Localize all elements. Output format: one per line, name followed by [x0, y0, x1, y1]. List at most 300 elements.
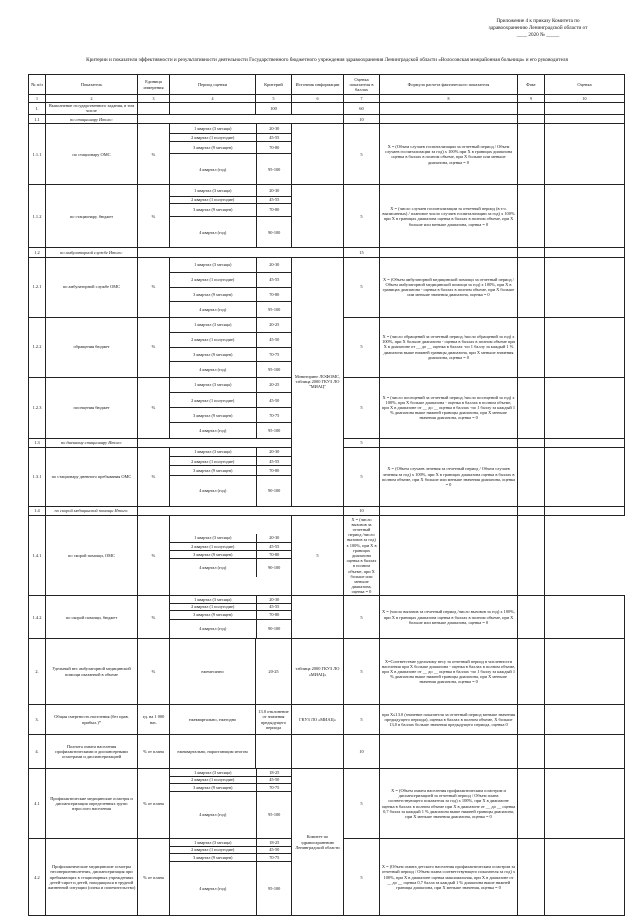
indicator-row: [29, 596, 625, 639]
col-number: 9: [518, 95, 545, 102]
quarter-period: 4 квартал (год): [170, 619, 256, 638]
row-formula: [380, 438, 518, 447]
quarter-period: 2 квартал (1 полугодие): [170, 846, 256, 853]
quarter-period: 1 квартал (3 месяца): [170, 839, 256, 846]
column-number-row: [29, 95, 625, 102]
section-row: [29, 248, 625, 257]
quarter-period: 4 квартал (год): [170, 153, 256, 184]
row-period: ежемесячно: [170, 639, 256, 705]
quarter-period: 1 квартал (3 месяца): [170, 448, 256, 457]
row-fact: [518, 596, 545, 639]
row-number: 1.1.2: [29, 185, 46, 248]
section-row: [29, 506, 625, 515]
row-indicator: по амбулаторной службе ОМС: [46, 257, 138, 317]
quarter-period: 2 квартал (1 полугодие): [170, 272, 256, 287]
col-header: Единица измерения: [138, 75, 170, 95]
quarter-period: 4 квартал (год): [170, 216, 256, 247]
row-formula: X = (число обращений за отчетный период /число обращений за год) х 100%, при X больше диапазона - оценка в баллах в полном объеме при X в диапазоне от __ до __ оценка в баллах -по 1 баллу за каждый 1 % диапазона выше нижней границы диапазона, при X меньше значения диапазона, оценка = 0: [380, 317, 518, 377]
row-formula: X = (число вызовов за отчетный период /число вызовов за год) х 100%, при X в границах диапазона оценка в баллах в полном объеме, при X больше или меньше диапазона, оценка = 0: [380, 596, 518, 639]
quarter-period: 1 квартал (3 месяца): [170, 769, 256, 776]
quarter-period: 2 квартал (1 полугодие): [170, 457, 256, 466]
row-formula: X = (число вызовов за отчетный период /число вызовов за год) х 100%, при X в границах диапазона оценка в баллах в полном объеме, при X больше или меньше диапазона, оценка = 0: [344, 515, 380, 595]
row-indicator: по стационару дневного пребывания ОМС: [46, 447, 138, 506]
quarter-row: [170, 302, 292, 317]
quarter-row: [170, 853, 292, 861]
row-indicator: по стационару ОМС: [46, 124, 138, 185]
row-criterion: 100: [256, 102, 292, 115]
row-evaluation: [545, 257, 625, 317]
col-header: Период оценки: [170, 75, 256, 95]
quarter-row: [170, 141, 292, 153]
row-number: 1.3: [29, 438, 46, 447]
row-number: 1.4: [29, 506, 46, 515]
row-unit: % от плана: [138, 839, 170, 916]
row-number: 1.1: [29, 115, 46, 124]
row-evaluation: [545, 839, 625, 916]
criteria-table: [28, 74, 625, 916]
quarter-periods: [170, 124, 292, 185]
row-fact: [518, 506, 545, 515]
quarter-row: [170, 423, 292, 438]
quarter-period: 3 квартал (9 месяцев): [170, 610, 256, 619]
section-name: по амбулаторной службе Итого:: [46, 248, 138, 257]
quarter-row: [170, 534, 292, 542]
quarter-period: 1 квартал (3 месяца): [170, 378, 256, 393]
col-number: 1: [29, 95, 46, 102]
section-name: по скорой медицинской помощи Итого:: [46, 506, 138, 515]
row-indicator: Выполнение государственного задания, в том числе: [46, 102, 138, 115]
row-formula: X = (число посещений за отчетный период /число посещений за год) х 100%, при X больше диапазона - оценка в баллах в полном объеме, при X в диапазоне от __ до __ оценка в баллах -по 1 баллу за каждый 1 % диапазона выше нижней границы диапазона, при X меньше значения диапазона, оценка = 0: [380, 377, 518, 438]
row-formula: X=Соответствие удельному весу за отчетный период в численности населения при X больше диапазона - оценка в баллах в полном объеме, при X в диапазоне от __ до __ оценка в баллах -по 1 баллу за каждый 1 % диапазона выше нижней границы диапазона, при X меньше значения диапазона, оценка = 0: [380, 639, 518, 705]
quarter-table: [170, 839, 292, 915]
row-indicator: обращения бюджет: [46, 317, 138, 377]
row-formula: [380, 248, 518, 257]
quarter-criterion: 45-50: [256, 393, 292, 408]
quarter-row: [170, 466, 292, 476]
row-fact: [518, 839, 545, 916]
row-fact: [518, 102, 545, 115]
row-number: 1.4.2: [29, 596, 46, 639]
quarter-row: [170, 378, 292, 393]
row-number: 1.2.1: [29, 257, 46, 317]
row-number: 1.: [29, 102, 46, 115]
quarter-row: [170, 457, 292, 466]
quarter-criterion: 20-30: [256, 185, 292, 196]
row-formula: X = (Объем охвата населения профилактическим осмотром и диспансеризацией за отчетный период / Объем плана соответствующего показателя за год) х 100%, при X в диапазоне оценка в баллах в полном объеме при X в диапазоне от __ до __ оценка 0,7 балла за каждый 1 % диапазона выше нижней границы диапазона, при X меньше значения диапазона, оценка = 0: [380, 769, 518, 839]
section-name: по дневному стационару Итого:: [46, 438, 138, 447]
col-header: Показатель: [46, 75, 138, 95]
quarter-criterion: 70-75: [256, 408, 292, 423]
row-period: ежеквартально, нарастающим итогом: [170, 735, 256, 769]
quarter-row: [170, 861, 292, 915]
row-score: 10: [344, 506, 380, 515]
row-unit: % от плана: [138, 769, 170, 839]
quarter-period: 3 квартал (9 месяцев): [170, 287, 256, 302]
quarter-period: 1 квартал (3 месяца): [170, 258, 256, 273]
row-source: [292, 735, 344, 769]
quarter-row: [170, 153, 292, 184]
quarter-table: [170, 185, 292, 247]
row-indicator: по стационару, бюджет: [46, 185, 138, 248]
row-indicator: Полнота охвата населения профилактическими и диспансерными осмотрами и диспансеризацией: [46, 735, 138, 769]
quarter-period: 2 квартал (1 полугодие): [170, 393, 256, 408]
quarter-row: [170, 133, 292, 141]
section-empty: [138, 115, 344, 124]
col-number: 8: [380, 95, 518, 102]
quarter-criterion: 20-25: [256, 378, 292, 393]
section-name: по стационару Итого:: [46, 115, 138, 124]
quarter-criterion: 45-50: [256, 846, 292, 853]
row-unit: %: [138, 515, 170, 595]
quarter-criterion: 45-55: [256, 457, 292, 466]
quarter-row: [170, 448, 292, 457]
quarter-row: [170, 318, 292, 333]
quarter-table: [170, 769, 292, 838]
row-fact: [518, 124, 545, 185]
quarter-period: 3 квартал (9 месяцев): [170, 853, 256, 861]
quarter-criterion: 95-100: [268, 306, 281, 312]
row-score: 5: [344, 447, 380, 506]
row-formula: X = (Объем амбулаторной медицинской помощи за отчетный период / Объем амбулаторной медицинской помощи за год) х 100%, при X в границах диапазона - оценка в баллах в полном объеме, при X больше или меньше значения диапазона, оценка = 0: [380, 257, 518, 317]
row-evaluation: [545, 705, 625, 735]
row-score: 15: [344, 248, 380, 257]
quarter-periods: [170, 839, 292, 916]
quarter-period: 2 квартал (1 полугодие): [170, 776, 256, 783]
quarter-row: [170, 783, 292, 791]
row-score: 5: [344, 185, 380, 248]
row-formula: при X≤13.0 (значение показателя за отчетный период меньше значения предыдущего периода), оценка в баллах в полном объеме, X больше 13,0 в баллах больше значения предыдущего периода, оценка 0: [380, 705, 518, 735]
row-formula: X = (Объем случаев лечения за отчетный период / Объем случаев лечения за год) х 100%, при X в границах диапазона оценка в баллах в полном объеме, при X больше или меньше значения диапазона, оценка = 0: [380, 447, 518, 506]
row-score: 5: [292, 515, 344, 595]
row-number: 1.2.2: [29, 317, 46, 377]
indicator-row: [29, 705, 625, 735]
quarter-periods: [170, 257, 292, 317]
quarter-criterion: 70-75: [256, 853, 292, 861]
row-unit: ед. на 1 000 нас.: [138, 705, 170, 735]
quarter-period: 3 квартал (9 месяцев): [170, 347, 256, 362]
row-fact: [518, 438, 545, 447]
quarter-criterion: 70-80: [256, 287, 292, 302]
row-score: 5: [344, 639, 380, 705]
col-number: 2: [46, 95, 138, 102]
row-unit: %: [138, 447, 170, 506]
quarter-row: [170, 603, 292, 610]
quarter-row: [170, 185, 292, 196]
row-indicator: по скорой помощи, бюджет: [46, 596, 138, 639]
row-formula: X = (Объем охвата детского населения профилактическим осмотром за отчетный период / Объем плана соответствующего показателя за год) х 100%, при X в диапазоне оценка максимальная, при X в диапазоне от __ до __ оценка 0,7 балла за каждый 1 % диапазона выше нижней границы диапазона, при X меньше значения, оценка = 0: [380, 839, 518, 916]
section-row: [29, 115, 625, 124]
col-header: № п/п: [29, 75, 46, 95]
quarter-period: 3 квартал (9 месяцев): [170, 783, 256, 791]
indicator-row: [29, 257, 625, 317]
row-fact: [518, 185, 545, 248]
quarter-criterion: 95-100: [268, 427, 281, 433]
quarter-period: 3 квартал (9 месяцев): [170, 141, 256, 153]
indicator-row: [29, 639, 625, 705]
row-score: 5: [344, 596, 380, 639]
row-evaluation: [545, 769, 625, 839]
quarter-criterion: 20-30: [256, 534, 292, 542]
section-empty: [138, 248, 344, 257]
row-source: таблица 2000 ГКУЗ ЛО «МИАЦ»: [292, 639, 344, 705]
header-row: [29, 75, 625, 95]
row-evaluation: [545, 124, 625, 185]
document-title: Критерии и показатели эффективности и результативности деятельности Государственного бюджетного учреждения здравоохранения Ленинградской области «Волосовская межрайонная больница» и его руководителя: [86, 57, 568, 63]
quarter-table: [170, 378, 292, 438]
row-source: ГКУЗ ЛО «МИАЦ»: [292, 705, 344, 735]
quarter-criterion: 90-100: [268, 565, 281, 571]
quarter-criterion: 45-55: [256, 542, 292, 550]
quarter-row: [170, 258, 292, 273]
quarter-period: 4 квартал (год): [170, 362, 256, 377]
quarter-period: 2 квартал (1 полугодие): [170, 603, 256, 610]
row-formula: [380, 506, 518, 515]
quarter-criterion: 45-50: [256, 776, 292, 783]
quarter-criterion: 18-25: [256, 839, 292, 846]
quarter-period: 4 квартал (год): [170, 791, 256, 838]
row-number: 1.1.1: [29, 124, 46, 185]
row-evaluation: [545, 639, 625, 705]
quarter-periods: [170, 769, 292, 839]
quarter-criterion: 95-100: [268, 166, 281, 172]
row-period: [170, 102, 256, 115]
quarter-row: [170, 393, 292, 408]
quarter-criterion: 70-75: [256, 347, 292, 362]
quarter-table: [170, 448, 292, 506]
quarter-criterion: 20-30: [256, 258, 292, 273]
row-unit: %: [138, 317, 170, 377]
row-indicator: Профилактические медицинские осмотры несовершеннолетних, диспансеризация при пребывающих в стационарных учреждениях детей-сирот и детей, находящихся в трудной жизненной ситуации (опека и попечительство): [46, 839, 138, 916]
quarter-periods: [170, 447, 292, 506]
col-header: Критерий: [256, 75, 292, 95]
row-score: 5: [344, 124, 380, 185]
col-header: Формула расчета фактического показателя: [380, 75, 518, 95]
row-fact: [518, 115, 545, 124]
indicator-row: [29, 735, 625, 769]
quarter-row: [170, 610, 292, 619]
row-score: 5: [344, 377, 380, 438]
row-formula: X = (Объем случаев госпитализации за отчетный период / Объем случаев госпитализации за год) х 100% при X в границах диапазона оценка в баллах в полном объеме, при X больше или меньше диапазона, оценка = 0: [380, 124, 518, 185]
quarter-row: [170, 550, 292, 558]
quarter-period: 1 квартал (3 месяца): [170, 318, 256, 333]
row-number: 1.2: [29, 248, 46, 257]
col-header: Оценка показателя в баллах: [344, 75, 380, 95]
row-evaluation: [545, 317, 625, 377]
col-header: Источник информации: [292, 75, 344, 95]
row-source: Мониторинг ЛОФОМС, таблица 2000 ГКУЗ ЛО "МИАЦ": [292, 257, 344, 506]
row-period: ежеквартально, ежегодно: [170, 705, 256, 735]
quarter-row: [170, 776, 292, 783]
quarter-row: [170, 272, 292, 287]
quarter-criterion: 18-25: [256, 769, 292, 776]
quarter-periods: [170, 515, 292, 595]
quarter-criterion: 90-100: [268, 488, 281, 494]
row-score: 10: [344, 735, 380, 769]
row-source: [292, 102, 344, 115]
row-evaluation: [545, 185, 625, 248]
row-evaluation: [545, 596, 625, 639]
quarter-criterion: 70-75: [256, 783, 292, 791]
row-fact: [518, 248, 545, 257]
row-evaluation: [518, 515, 545, 595]
row-formula: X = (число случаев госпитализации за отчетный период (в т.ч. выписанных) / плановое число случаев госпитализации за год) х 100% при X в границах диапазона оценка в баллах в полном объеме, при X больше или меньше диапазона, оценка = 0: [380, 185, 518, 248]
row-fact: [518, 377, 545, 438]
row-fact: [380, 515, 518, 595]
quarter-row: [170, 408, 292, 423]
indicator-row: [29, 185, 625, 248]
quarter-table: [170, 124, 292, 184]
indicator-row: [29, 769, 625, 839]
quarter-criterion: 45-55: [256, 133, 292, 141]
row-evaluation: [545, 438, 625, 447]
quarter-row: [170, 124, 292, 133]
quarter-criterion: 20-30: [256, 124, 292, 133]
quarter-row: [170, 287, 292, 302]
row-formula: [380, 115, 518, 124]
quarter-criterion: 45-50: [256, 332, 292, 347]
quarter-criterion: 20-30: [256, 596, 292, 603]
quarter-row: [170, 362, 292, 377]
col-number: 4: [170, 95, 256, 102]
row-fact: [518, 447, 545, 506]
row-criterion: 13.0 отклонение от значения предыдущего периода: [256, 705, 292, 735]
quarter-criterion: 70-80: [256, 550, 292, 558]
appendix-line-1: Приложение 4 к приказу Комитета по: [496, 18, 580, 24]
row-formula: [380, 735, 518, 769]
row-unit: %: [138, 257, 170, 317]
quarter-period: 2 квартал (1 полугодие): [170, 133, 256, 141]
row-formula: [380, 102, 518, 115]
row-fact: [518, 769, 545, 839]
quarter-criterion: 95-100: [268, 885, 281, 891]
row-fact: [518, 257, 545, 317]
row-source: [292, 124, 344, 185]
row-fact: [518, 735, 545, 769]
section-row: [29, 438, 625, 447]
quarter-row: [170, 596, 292, 603]
row-indicator: посещения бюджет: [46, 377, 138, 438]
quarter-row: [170, 332, 292, 347]
row-evaluation: [545, 115, 625, 124]
quarter-period: 1 квартал (3 месяца): [170, 185, 256, 196]
quarter-periods: [170, 596, 292, 639]
row-number: 4.2: [29, 839, 46, 916]
appendix-header: [458, 18, 618, 39]
quarter-period: 2 квартал (1 полугодие): [170, 332, 256, 347]
row-score: 5: [344, 257, 380, 317]
quarter-criterion: 45-55: [256, 272, 292, 287]
row-number: 4.: [29, 735, 46, 769]
quarter-criterion: 90-100: [268, 229, 281, 235]
col-header: Оценка: [545, 75, 625, 95]
quarter-row: [170, 846, 292, 853]
quarter-criterion: 70-80: [256, 203, 292, 216]
col-number: 3: [138, 95, 170, 102]
quarter-period: 1 квартал (3 месяца): [170, 596, 256, 603]
row-unit: % от плана: [138, 735, 170, 769]
row-evaluation: [545, 377, 625, 438]
quarter-period: 4 квартал (год): [170, 302, 256, 317]
quarter-criterion: 20-30: [256, 448, 292, 457]
quarter-period: 4 квартал (год): [170, 861, 256, 915]
quarter-period: 3 квартал (9 месяцев): [170, 466, 256, 476]
quarter-table: [170, 534, 292, 577]
quarter-row: [170, 476, 292, 506]
quarter-period: 3 квартал (9 месяцев): [170, 203, 256, 216]
quarter-table: [170, 258, 292, 317]
row-evaluation: [545, 248, 625, 257]
quarter-period: 3 квартал (9 месяцев): [170, 408, 256, 423]
col-number: 7: [344, 95, 380, 102]
quarter-table: [170, 596, 292, 638]
row-indicator: Профилактические медицинские осмотры и диспансеризация определенных групп взрослого населения: [46, 769, 138, 839]
row-number: 4.1: [29, 769, 46, 839]
row-evaluation: [545, 447, 625, 506]
row-number: 1.2.3: [29, 377, 46, 438]
row-indicator: Общая смертность населения (без прав. прибыл.)*: [46, 705, 138, 735]
row-score: 10: [344, 115, 380, 124]
appendix-line-2: здравоохранению Ленинградской области от: [488, 25, 588, 31]
row-fact: [518, 317, 545, 377]
quarter-period: 4 квартал (год): [170, 558, 256, 577]
row-score: 5: [344, 705, 380, 735]
quarter-criterion: 95-100: [268, 366, 281, 372]
row-criterion: 20-25: [256, 639, 292, 705]
indicator-row: [29, 515, 625, 595]
row-evaluation: [545, 735, 625, 769]
quarter-criterion: 20-25: [256, 318, 292, 333]
quarter-period: 1 квартал (3 месяца): [170, 124, 256, 133]
quarter-periods: [170, 377, 292, 438]
indicator-row: [29, 124, 625, 185]
quarter-row: [170, 216, 292, 247]
quarter-period: 4 квартал (год): [170, 423, 256, 438]
quarter-row: [170, 196, 292, 203]
row-source: [292, 185, 344, 248]
row-score: 5: [344, 769, 380, 839]
col-number: 10: [545, 95, 625, 102]
row-source: [292, 596, 344, 639]
row-indicator: по скорой помощи, ОМС: [46, 515, 138, 595]
row-unit: %: [138, 377, 170, 438]
row-number: 2.: [29, 639, 46, 705]
row-fact: [518, 639, 545, 705]
quarter-criterion: 95-100: [268, 812, 281, 818]
row-unit: %: [138, 596, 170, 639]
quarter-criterion: 90-100: [268, 626, 281, 632]
col-number: 5: [256, 95, 292, 102]
appendix-line-3: ____ 2020 № _____: [516, 32, 560, 38]
quarter-row: [170, 558, 292, 577]
quarter-row: [170, 791, 292, 838]
quarter-periods: [170, 185, 292, 248]
quarter-row: [170, 619, 292, 638]
row-fact: [518, 705, 545, 735]
quarter-period: 2 квартал (1 полугодие): [170, 196, 256, 203]
col-number: 6: [292, 95, 344, 102]
quarter-criterion: 70-80: [256, 466, 292, 476]
row-number: 3.: [29, 705, 46, 735]
row-number: 1.4.1: [29, 515, 46, 595]
quarter-criterion: 70-80: [256, 141, 292, 153]
row-score: 5: [344, 317, 380, 377]
quarter-row: [170, 769, 292, 776]
quarter-periods: [170, 317, 292, 377]
row-unit: %: [138, 124, 170, 185]
quarter-row: [170, 203, 292, 216]
row-score: 60: [344, 102, 380, 115]
row-source: Комитет по здравоохранению Ленинградской области: [292, 769, 344, 916]
